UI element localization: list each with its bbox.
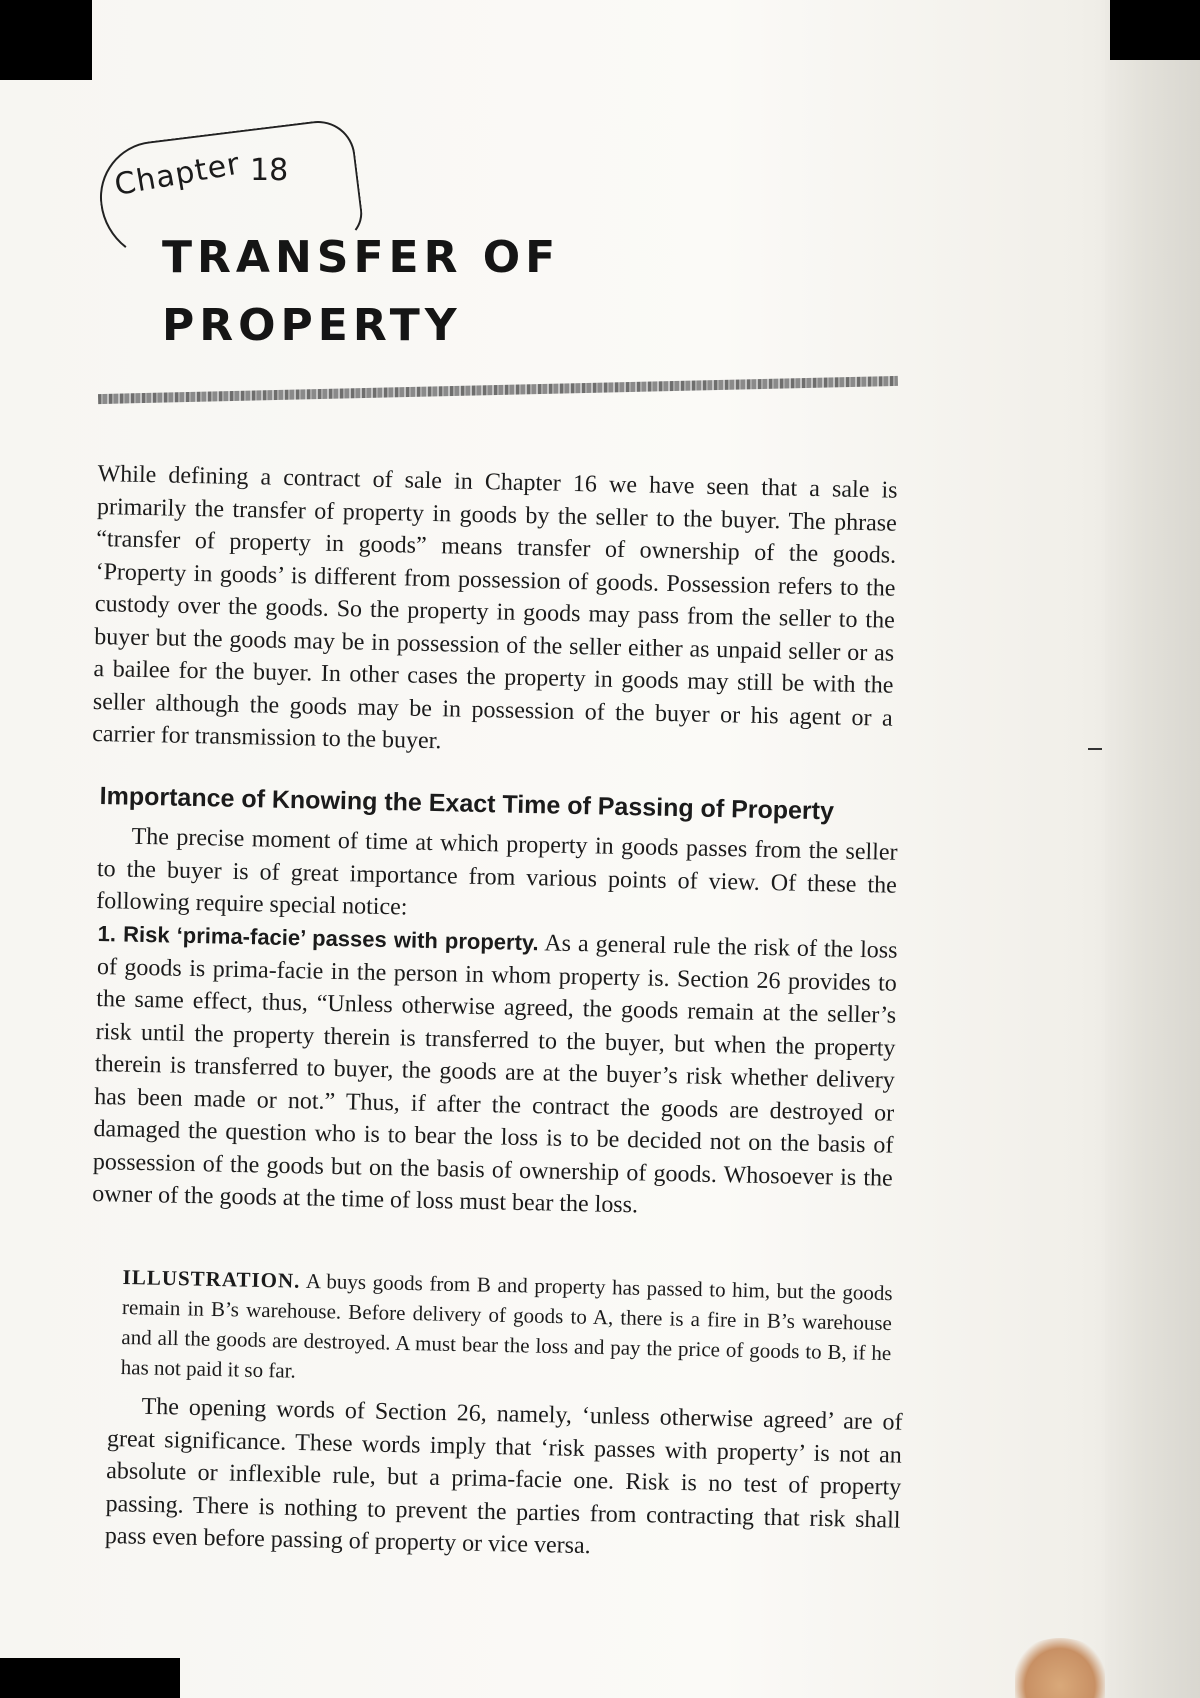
margin-mark [1088, 748, 1102, 750]
page-edge [1105, 0, 1200, 1698]
closing-text: The opening words of Section 26, namely, ‘unless otherwise agreed’ are of great significance. These words imply that ‘risk passes with property’ is not an absolute or inflexible rule, but a prima-facie one. Risk is no test of property passing. There is nothing to prevent the parties from contracting that risk shall pass even before passing of property or vice versa. [104, 1393, 903, 1560]
illustration-text: A buys goods from B and property has passed to him, but the goods remain in B’s warehouse. Before delivery of goods to A, there is a fire in B’s warehouse and all the goods are destroyed. A must bear the loss and pay the price of goods to B, if he has not paid it so far. [120, 1268, 893, 1383]
scan-border [1110, 0, 1200, 60]
scan-border [0, 0, 92, 80]
intro-text: While defining a contract of sale in Chapter 16 we have seen that a sale is primarily the transfer of property in goods by the seller to the buyer. The phrase “transfer of property in goods” means transfer of ownership of the goods. ‘Property in goods’ is different from possession of goods. Possession refers to the custody over the goods. So the property in goods may pass from the seller to the buyer but the goods may be in possession of the seller either as unpaid seller or as a bailee for the buyer. In other cases the property in goods may still be with the seller although the goods may be in possession of the buyer or his agent or a carrier for transmission to the buyer. [91, 460, 898, 755]
point-1-text: As a general rule the risk of the loss of goods is prima-facie in the person in whom property is. Section 26 provides to the same effect, thus, “Unless otherwise agreed, the goods remain at the seller’s risk until the property therein is transferred to the buyer, but when the property therein is transferred to buyer, the goods are at the buyer’s risk whether delivery has been made or not.” Thus, if after the contract the goods are destroyed or damaged the question who is to bear the loss is to be decided not on the basis of possession of the goods but on the basis of ownership of goods. Whosoever is the owner of the goods at the time of loss must bear the loss. [91, 930, 898, 1219]
scan-border [0, 1658, 180, 1698]
chapter-title-line-2: PROPERTY [162, 300, 462, 351]
point-1 [92, 918, 898, 1227]
chapter-label: Chapter [111, 146, 244, 203]
illustration-block [120, 1262, 892, 1398]
section-text: The precise moment of time at which property in goods passes from the seller to the buyer is of great importance from various points of view. Of these the following require special notice: [96, 823, 898, 921]
decorative-rule [98, 376, 898, 404]
point-1-lead: 1. Risk ‘prima-facie’ passes with property. [97, 920, 539, 956]
closing-paragraph [105, 1390, 903, 1569]
illustration-lead: ILLUSTRATION. [122, 1264, 301, 1293]
section-paragraph [96, 820, 898, 934]
chapter-number: 18 [250, 153, 289, 188]
intro-paragraph [92, 458, 898, 767]
thumb [1015, 1638, 1105, 1698]
section-heading: Importance of Knowing the Exact Time of Passing of Property [99, 782, 835, 826]
chapter-title-line-1: TRANSFER OF [162, 232, 561, 283]
